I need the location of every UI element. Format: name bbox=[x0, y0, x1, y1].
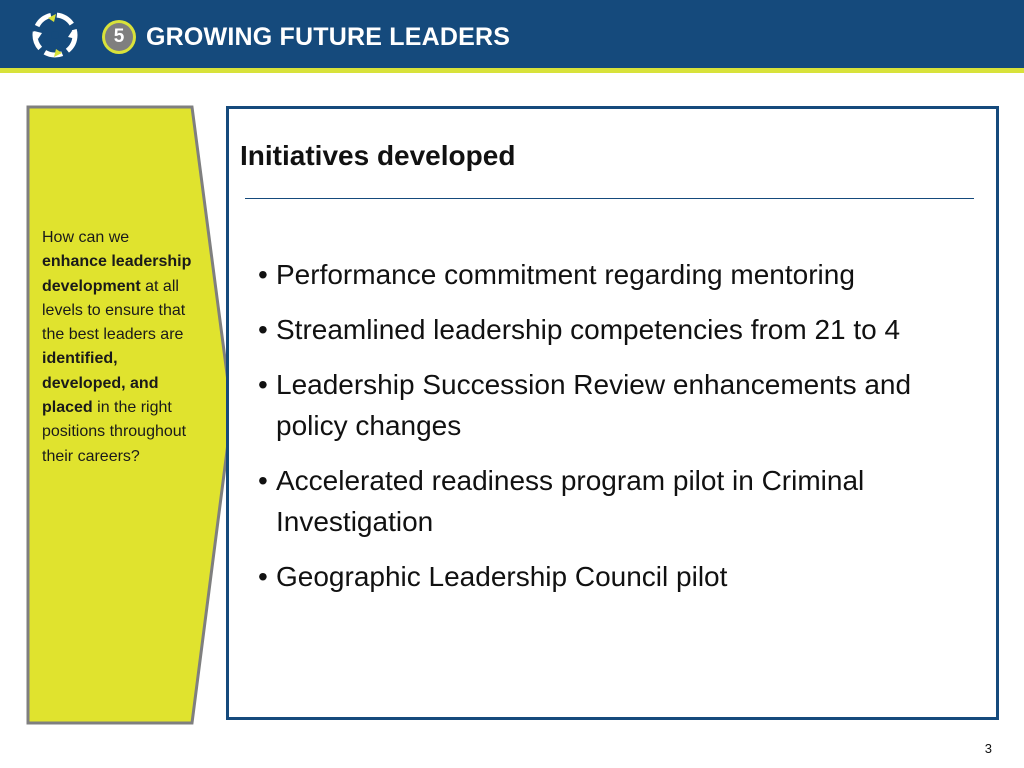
bullet-icon: • bbox=[258, 314, 268, 345]
initiative-text: Leadership Succession Review enhancements and policy changes bbox=[276, 369, 912, 441]
circular-arrows-logo-icon bbox=[26, 6, 84, 64]
question-emphasis: enhance leadership development bbox=[42, 253, 192, 295]
bullet-icon: • bbox=[258, 561, 268, 592]
panel-title-divider bbox=[245, 198, 974, 199]
page-number: 3 bbox=[984, 741, 992, 756]
initiatives-list bbox=[258, 254, 958, 611]
question-text-segment: How can we bbox=[42, 229, 130, 246]
header-accent-rule bbox=[0, 68, 1024, 73]
initiative-text: Streamlined leadership competencies from 21 to 4 bbox=[276, 314, 901, 345]
initiative-item bbox=[258, 254, 958, 295]
initiative-item bbox=[258, 460, 958, 542]
question-text-segment: in the right positions throughout their careers? bbox=[42, 399, 187, 465]
panel-title: Initiatives developed bbox=[240, 140, 516, 171]
section-number-badge bbox=[102, 20, 136, 54]
initiative-item bbox=[258, 309, 958, 350]
initiative-text: Performance commitment regarding mentoring bbox=[276, 259, 855, 290]
initiative-item bbox=[258, 556, 958, 597]
header-title: GROWING FUTURE LEADERS bbox=[146, 23, 511, 51]
question-emphasis: identified, developed, and placed bbox=[42, 350, 159, 417]
initiative-item bbox=[258, 364, 958, 446]
section-number: 5 bbox=[105, 23, 133, 51]
guiding-question bbox=[42, 226, 192, 469]
question-text-segment: at all levels to ensure that the best leaders are bbox=[42, 277, 186, 344]
bullet-icon: • bbox=[258, 369, 268, 400]
bullet-icon: • bbox=[258, 465, 268, 496]
initiative-text: Accelerated readiness program pilot in Criminal Investigation bbox=[276, 465, 865, 537]
bullet-icon: • bbox=[258, 259, 268, 290]
initiative-text: Geographic Leadership Council pilot bbox=[276, 561, 728, 592]
